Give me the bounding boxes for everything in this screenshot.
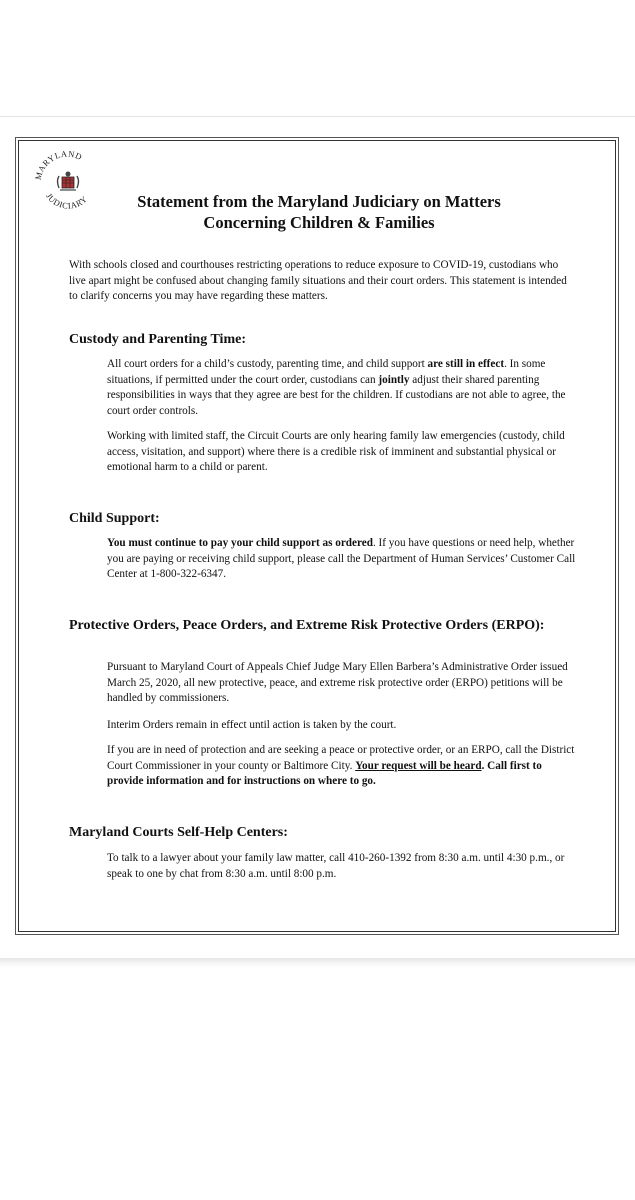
child-support-text: . If you have questions or need help, whether you are paying or receiving child support, please call the Department of Human Services’ Customer Call Center at 1-800-322-6347. <box>107 537 576 581</box>
protective-paragraph-1: Pursuant to Maryland Court of Appeals Chief Judge Mary Ellen Barbera’s Administrative Order issued March 25, 2020, all new protective, peace, and extreme risk protective order (ERPO) petitions will be handled by commissioners. <box>107 661 568 705</box>
seal-bottom-text: JUDICIARY <box>44 191 90 211</box>
title-line-2: Concerning Children & Families <box>203 213 435 232</box>
self-help-heading: Maryland Courts Self-Help Centers: <box>69 825 288 840</box>
self-help-paragraph: To talk to a lawyer about your family law matter, call 410-260-1392 from 8:30 a.m. until 4:30 p.m., or speak to one by chat from 8:30 a.m. until 8:00 p.m. <box>107 852 565 880</box>
seal-top-text: MARYLAND <box>33 149 84 181</box>
protective-paragraph-3 <box>107 743 581 790</box>
intro-paragraph: With schools closed and courthouses restricting operations to reduce exposure to COVID-19, custodians who live apart might be confused about changing family situations and their court orders. This statement is intended to clarify concerns you may have regarding these matters. <box>69 259 567 303</box>
custody-p1-emphasis-jointly: jointly <box>378 373 410 386</box>
custody-p1-text-e: adjust their shared parenting responsibilities in ways that they agree are best for the children. If custodians are not able to agree, the court order controls. <box>107 373 566 417</box>
protective-orders-heading: Protective Orders, Peace Orders, and Extreme Risk Protective Orders (ERPO): <box>69 618 545 633</box>
child-support-heading: Child Support: <box>69 511 160 526</box>
protective-p3-emphasis-call-first: . Call first to provide information and for instructions on where to go. <box>107 759 542 788</box>
custody-p1-emphasis-in-effect: are still in effect <box>427 358 505 370</box>
custody-paragraph-2: Working with limited staff, the Circuit Courts are only hearing family law emergencies (custody, child access, visitation, and support) where there is a credible risk of imminent and substantial physical or emotional harm to a child or parent. <box>107 430 565 474</box>
child-support-paragraph <box>107 536 581 583</box>
protective-p3-emphasis-request-heard: Your request will be heard <box>355 759 482 772</box>
statement-document <box>18 140 616 932</box>
custody-p1-text-c: . In some situations, if permitted under the court order, custodians can <box>107 358 546 386</box>
protective-p3-text-a: If you are in need of protection and are seeking a peace or protective order, or an ERPO, call the District Court Commissioner in your county or Baltimore City. <box>107 744 575 772</box>
custody-paragraph-1 <box>107 357 581 419</box>
page-bottom-shadow <box>0 958 635 968</box>
protective-paragraph-2: Interim Orders remain in effect until action is taken by the court. <box>107 719 397 731</box>
custody-p1-text-a: All court orders for a child’s custody, parenting time, and child support <box>107 358 428 370</box>
document-title <box>79 191 559 233</box>
child-support-emphasis: You must continue to pay your child support as ordered <box>107 537 373 549</box>
custody-heading: Custody and Parenting Time: <box>69 332 246 347</box>
title-line-1: Statement from the Maryland Judiciary on Matters <box>137 192 501 211</box>
